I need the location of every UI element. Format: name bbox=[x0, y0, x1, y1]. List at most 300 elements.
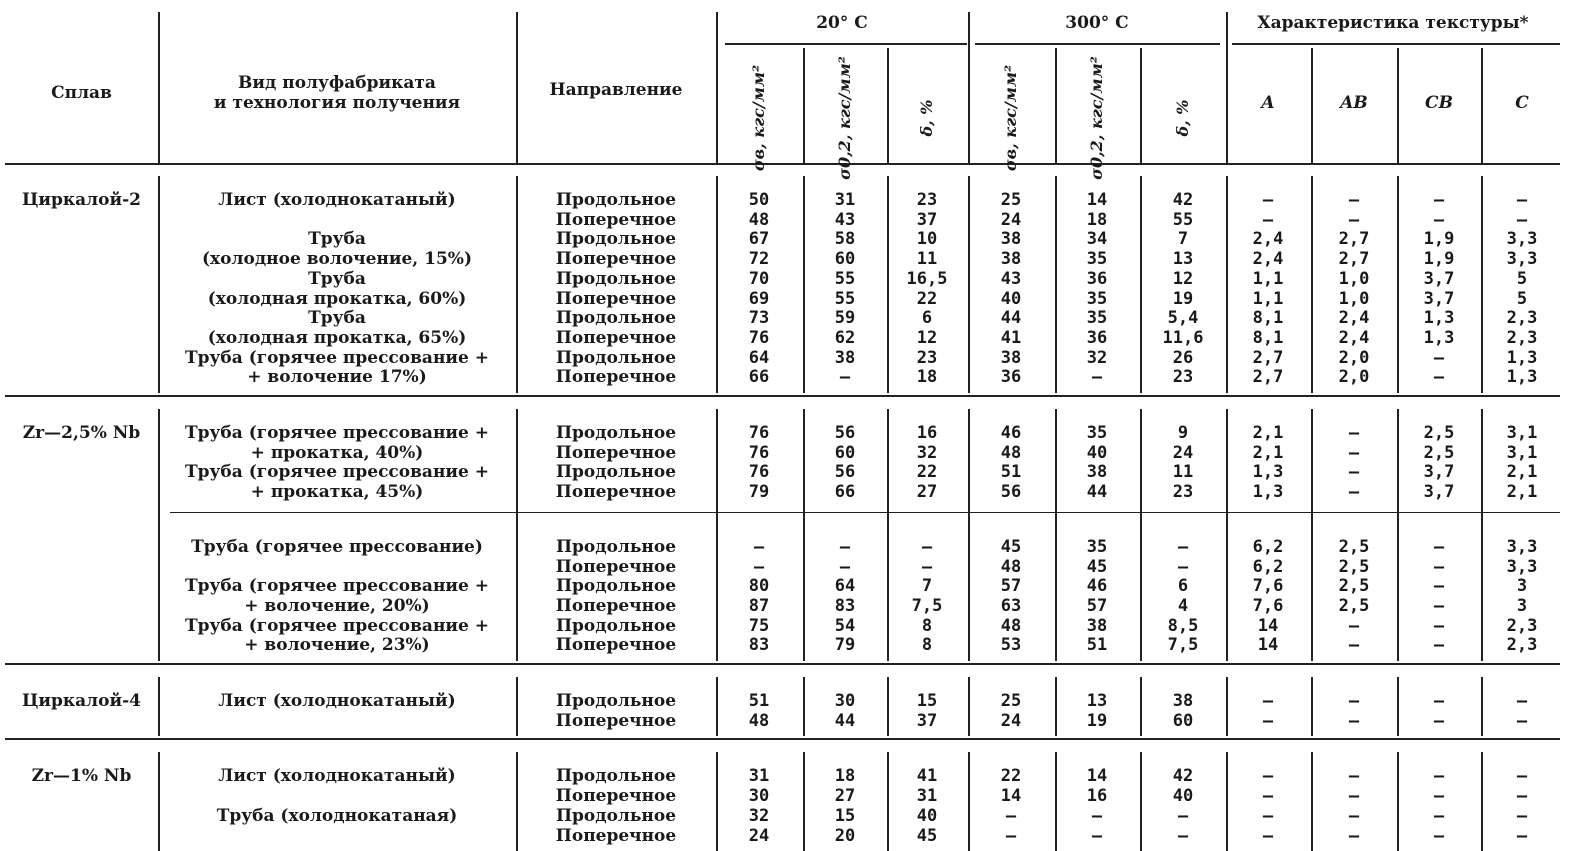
value-cell: — bbox=[1433, 367, 1445, 388]
value-cell: 2,4 bbox=[1252, 229, 1284, 250]
body-vrule bbox=[803, 176, 805, 393]
value-cell: 48 bbox=[1000, 442, 1022, 463]
texture-underline bbox=[1232, 43, 1560, 45]
body-vrule bbox=[1055, 176, 1057, 393]
value-cell: 59 bbox=[834, 308, 856, 329]
value-cell: 64 bbox=[834, 576, 856, 597]
body-vrule bbox=[1140, 752, 1142, 851]
body-vrule bbox=[158, 176, 160, 393]
value-cell: 63 bbox=[1000, 595, 1022, 616]
value-cell: 48 bbox=[1000, 556, 1022, 577]
value-cell: — bbox=[1516, 691, 1528, 711]
value-cell: 35 bbox=[1086, 536, 1108, 557]
value-cell: — bbox=[1433, 190, 1445, 210]
body-vrule bbox=[1481, 176, 1483, 393]
value-cell: 30 bbox=[748, 786, 770, 807]
header-vrule bbox=[716, 12, 718, 165]
value-cell: 38 bbox=[1172, 691, 1194, 711]
body-vrule bbox=[1311, 752, 1313, 851]
value-cell: — bbox=[1433, 710, 1445, 731]
body-vrule bbox=[1397, 176, 1399, 393]
body-vrule bbox=[516, 409, 518, 661]
value-cell: 18 bbox=[1086, 209, 1108, 230]
value-cell: 45 bbox=[1086, 556, 1108, 577]
body-vrule bbox=[968, 677, 970, 736]
value-cell: 16 bbox=[916, 423, 938, 443]
value-cell: — bbox=[1262, 825, 1274, 846]
value-cell: — bbox=[1348, 482, 1360, 503]
body-vrule bbox=[516, 752, 518, 851]
value-cell: 19 bbox=[1086, 710, 1108, 731]
body-vrule bbox=[716, 409, 718, 661]
value-cell: — bbox=[1348, 786, 1360, 807]
body-vrule bbox=[968, 752, 970, 851]
body-vrule bbox=[1397, 677, 1399, 736]
value-cell: 22 bbox=[916, 288, 938, 309]
value-cell: 36 bbox=[1000, 367, 1022, 388]
value-cell: 2,0 bbox=[1338, 367, 1370, 388]
value-cell: 18 bbox=[916, 367, 938, 388]
value-cell: — bbox=[1262, 691, 1274, 711]
value-cell: 16,5 bbox=[906, 268, 948, 289]
value-cell: 31 bbox=[834, 190, 856, 210]
body-vrule bbox=[716, 176, 718, 393]
group-separator bbox=[5, 663, 1560, 665]
body-vrule bbox=[1055, 677, 1057, 736]
value-cell: 2,1 bbox=[1252, 423, 1284, 443]
direction-cell: Поперечное bbox=[555, 786, 677, 807]
value-cell: 14 bbox=[1086, 766, 1108, 787]
value-cell: 7,6 bbox=[1252, 576, 1284, 597]
value-cell: 7,5 bbox=[911, 595, 943, 616]
value-cell: 8,5 bbox=[1167, 615, 1199, 636]
value-cell: 3,1 bbox=[1506, 423, 1538, 443]
value-cell: — bbox=[1262, 786, 1274, 807]
product-line: Лист (холоднокатаный) bbox=[218, 766, 456, 787]
value-cell: 34 bbox=[1086, 229, 1108, 250]
value-cell: — bbox=[1177, 536, 1189, 557]
value-cell: — bbox=[1433, 691, 1445, 711]
value-cell: 38 bbox=[1000, 229, 1022, 250]
value-cell: 8 bbox=[921, 635, 933, 656]
body-vrule bbox=[887, 752, 889, 851]
header-subrule bbox=[803, 48, 805, 163]
t20-subheader-0: σв, кгс/мм² bbox=[749, 64, 768, 172]
value-cell: 38 bbox=[834, 347, 856, 368]
value-cell: 20 bbox=[834, 825, 856, 846]
value-cell: 69 bbox=[748, 288, 770, 309]
value-cell: 43 bbox=[1000, 268, 1022, 289]
body-vrule bbox=[1226, 677, 1228, 736]
body-vrule bbox=[1140, 409, 1142, 661]
value-cell: — bbox=[839, 556, 851, 577]
body-vrule bbox=[1397, 409, 1399, 661]
value-cell: 35 bbox=[1086, 423, 1108, 443]
value-cell: 24 bbox=[748, 825, 770, 846]
value-cell: 7,6 bbox=[1252, 595, 1284, 616]
direction-header: Направление bbox=[549, 80, 683, 100]
value-cell: 64 bbox=[748, 347, 770, 368]
value-cell: 50 bbox=[748, 190, 770, 210]
product-line: Труба (холоднокатаная) bbox=[216, 805, 458, 826]
direction-cell: Продольное bbox=[555, 462, 677, 483]
value-cell: 42 bbox=[1172, 190, 1194, 210]
value-cell: 30 bbox=[834, 691, 856, 711]
value-cell: 51 bbox=[1086, 635, 1108, 656]
value-cell: 11 bbox=[1172, 462, 1194, 483]
value-cell: — bbox=[1348, 710, 1360, 731]
product-line: Труба (горячее прессование + bbox=[185, 423, 489, 443]
value-cell: 40 bbox=[916, 805, 938, 826]
value-cell: — bbox=[1348, 825, 1360, 846]
value-cell: 2,4 bbox=[1338, 327, 1370, 348]
direction-cell: Поперечное bbox=[555, 825, 677, 846]
value-cell: — bbox=[1433, 209, 1445, 230]
value-cell: 44 bbox=[1000, 308, 1022, 329]
product-line: (холодная прокатка, 60%) bbox=[207, 288, 467, 309]
value-cell: 23 bbox=[1172, 482, 1194, 503]
body-vrule bbox=[968, 176, 970, 393]
alloy-name: Циркалой-2 bbox=[21, 190, 142, 210]
direction-cell: Поперечное bbox=[555, 595, 677, 616]
value-cell: 8,1 bbox=[1252, 327, 1284, 348]
product-line: Труба bbox=[308, 268, 366, 289]
value-cell: — bbox=[1348, 805, 1360, 826]
value-cell: 55 bbox=[834, 268, 856, 289]
value-cell: 3,7 bbox=[1423, 288, 1455, 309]
value-cell: 24 bbox=[1000, 710, 1022, 731]
value-cell: — bbox=[1091, 825, 1103, 846]
value-cell: — bbox=[1091, 805, 1103, 826]
value-cell: 31 bbox=[748, 766, 770, 787]
body-vrule bbox=[716, 752, 718, 851]
value-cell: 2,3 bbox=[1506, 635, 1538, 656]
value-cell: 3,3 bbox=[1506, 249, 1538, 270]
value-cell: 2,7 bbox=[1252, 367, 1284, 388]
value-cell: 22 bbox=[916, 462, 938, 483]
value-cell: — bbox=[1433, 805, 1445, 826]
value-cell: 15 bbox=[834, 805, 856, 826]
body-vrule bbox=[1481, 677, 1483, 736]
value-cell: 83 bbox=[834, 595, 856, 616]
body-vrule bbox=[516, 677, 518, 736]
value-cell: 79 bbox=[834, 635, 856, 656]
value-cell: — bbox=[1433, 576, 1445, 597]
direction-cell: Продольное bbox=[555, 576, 677, 597]
value-cell: — bbox=[1516, 209, 1528, 230]
value-cell: 76 bbox=[748, 442, 770, 463]
alloy-name: Циркалой-4 bbox=[21, 691, 142, 711]
value-cell: — bbox=[1348, 691, 1360, 711]
value-cell: 32 bbox=[1086, 347, 1108, 368]
alloy-header: Сплав bbox=[51, 83, 112, 103]
value-cell: 2,1 bbox=[1252, 442, 1284, 463]
value-cell: — bbox=[1433, 347, 1445, 368]
value-cell: 6,2 bbox=[1252, 556, 1284, 577]
value-cell: 6 bbox=[921, 308, 933, 329]
value-cell: 45 bbox=[916, 825, 938, 846]
body-vrule bbox=[1481, 752, 1483, 851]
value-cell: — bbox=[1262, 190, 1274, 210]
t20-subheader-1: σ0,2, кгс/мм² bbox=[835, 56, 854, 180]
texture-col-A: A bbox=[1261, 93, 1275, 113]
value-cell: 2,7 bbox=[1338, 229, 1370, 250]
value-cell: — bbox=[1433, 786, 1445, 807]
product-line: Труба (горячее прессование + bbox=[185, 576, 489, 597]
value-cell: 51 bbox=[1000, 462, 1022, 483]
value-cell: 2,5 bbox=[1338, 576, 1370, 597]
t300-underline bbox=[975, 43, 1220, 45]
value-cell: — bbox=[1433, 825, 1445, 846]
body-vrule bbox=[1311, 409, 1313, 661]
value-cell: 83 bbox=[748, 635, 770, 656]
direction-cell: Продольное bbox=[555, 190, 677, 210]
value-cell: — bbox=[1005, 805, 1017, 826]
body-vrule bbox=[803, 677, 805, 736]
value-cell: 2,3 bbox=[1506, 615, 1538, 636]
value-cell: — bbox=[753, 556, 765, 577]
value-cell: 3,3 bbox=[1506, 556, 1538, 577]
header-subrule bbox=[1055, 48, 1057, 163]
value-cell: 23 bbox=[916, 190, 938, 210]
product-line: + волочение, 20%) bbox=[244, 595, 430, 616]
direction-cell: Продольное bbox=[555, 805, 677, 826]
value-cell: 57 bbox=[1086, 595, 1108, 616]
value-cell: 48 bbox=[748, 710, 770, 731]
header-bottom-rule bbox=[5, 163, 1560, 165]
value-cell: 8 bbox=[921, 615, 933, 636]
direction-cell: Продольное bbox=[555, 615, 677, 636]
value-cell: — bbox=[1348, 209, 1360, 230]
value-cell: 45 bbox=[1000, 536, 1022, 557]
value-cell: 5 bbox=[1516, 288, 1528, 309]
group-separator bbox=[5, 395, 1560, 397]
value-cell: 55 bbox=[834, 288, 856, 309]
product-header: Вид полуфабриката и технология получения bbox=[213, 73, 461, 113]
product-line: + волочение 17%) bbox=[247, 367, 427, 388]
value-cell: 38 bbox=[1086, 615, 1108, 636]
value-cell: — bbox=[1348, 190, 1360, 210]
product-line: Труба bbox=[308, 308, 366, 329]
t20-subheader-2: δ, % bbox=[917, 99, 936, 137]
value-cell: — bbox=[1348, 423, 1360, 443]
alloy-name: Zr—1% Nb bbox=[31, 766, 132, 787]
value-cell: 43 bbox=[834, 209, 856, 230]
body-vrule bbox=[1311, 677, 1313, 736]
body-vrule bbox=[158, 677, 160, 736]
product-line: Труба (горячее прессование + bbox=[185, 462, 489, 483]
value-cell: 80 bbox=[748, 576, 770, 597]
value-cell: — bbox=[1433, 766, 1445, 787]
value-cell: 75 bbox=[748, 615, 770, 636]
value-cell: — bbox=[1348, 442, 1360, 463]
value-cell: — bbox=[921, 536, 933, 557]
value-cell: — bbox=[1177, 805, 1189, 826]
value-cell: — bbox=[1516, 190, 1528, 210]
value-cell: 15 bbox=[916, 691, 938, 711]
value-cell: 1,3 bbox=[1423, 308, 1455, 329]
value-cell: 2,3 bbox=[1506, 308, 1538, 329]
product-line: Лист (холоднокатаный) bbox=[218, 190, 456, 210]
value-cell: 44 bbox=[1086, 482, 1108, 503]
body-vrule bbox=[1226, 176, 1228, 393]
t300-header: 300° С bbox=[1065, 13, 1129, 33]
value-cell: 2,1 bbox=[1506, 462, 1538, 483]
value-cell: 2,4 bbox=[1338, 308, 1370, 329]
value-cell: 38 bbox=[1086, 462, 1108, 483]
value-cell: 3,3 bbox=[1506, 536, 1538, 557]
value-cell: 3 bbox=[1516, 595, 1528, 616]
value-cell: 36 bbox=[1086, 327, 1108, 348]
value-cell: 42 bbox=[1172, 766, 1194, 787]
value-cell: 79 bbox=[748, 482, 770, 503]
value-cell: — bbox=[1433, 615, 1445, 636]
value-cell: — bbox=[1433, 536, 1445, 557]
value-cell: 19 bbox=[1172, 288, 1194, 309]
value-cell: 2,5 bbox=[1338, 556, 1370, 577]
value-cell: — bbox=[1262, 710, 1274, 731]
product-line: Труба (горячее прессование + bbox=[185, 347, 489, 368]
value-cell: 60 bbox=[834, 249, 856, 270]
value-cell: 41 bbox=[1000, 327, 1022, 348]
value-cell: 35 bbox=[1086, 249, 1108, 270]
value-cell: 27 bbox=[916, 482, 938, 503]
value-cell: 3 bbox=[1516, 576, 1528, 597]
value-cell: 1,3 bbox=[1252, 462, 1284, 483]
direction-cell: Поперечное bbox=[555, 209, 677, 230]
value-cell: 2,7 bbox=[1338, 249, 1370, 270]
value-cell: — bbox=[1516, 825, 1528, 846]
product-line: (холодное волочение, 15%) bbox=[202, 249, 472, 270]
value-cell: 3,3 bbox=[1506, 229, 1538, 250]
value-cell: — bbox=[921, 556, 933, 577]
value-cell: 56 bbox=[834, 462, 856, 483]
value-cell: — bbox=[1348, 635, 1360, 656]
product-line: Труба bbox=[308, 229, 366, 250]
header-subrule bbox=[1140, 48, 1142, 163]
value-cell: 2,5 bbox=[1423, 423, 1455, 443]
value-cell: 40 bbox=[1172, 786, 1194, 807]
value-cell: — bbox=[1262, 805, 1274, 826]
value-cell: 1,3 bbox=[1506, 367, 1538, 388]
texture-col-AB: AB bbox=[1340, 93, 1368, 113]
value-cell: 24 bbox=[1172, 442, 1194, 463]
value-cell: 16 bbox=[1086, 786, 1108, 807]
value-cell: 32 bbox=[916, 442, 938, 463]
body-vrule bbox=[1055, 752, 1057, 851]
product-line: Труба (горячее прессование) bbox=[191, 536, 483, 557]
header-subrule bbox=[887, 48, 889, 163]
value-cell: — bbox=[839, 536, 851, 557]
body-vrule bbox=[516, 176, 518, 393]
block-separator bbox=[170, 512, 1560, 514]
value-cell: 53 bbox=[1000, 635, 1022, 656]
value-cell: 14 bbox=[1086, 190, 1108, 210]
value-cell: — bbox=[839, 367, 851, 388]
value-cell: 26 bbox=[1172, 347, 1194, 368]
value-cell: 1,3 bbox=[1506, 347, 1538, 368]
value-cell: 56 bbox=[834, 423, 856, 443]
value-cell: 2,5 bbox=[1338, 595, 1370, 616]
direction-cell: Поперечное bbox=[555, 482, 677, 503]
value-cell: 7 bbox=[921, 576, 933, 597]
value-cell: 6 bbox=[1177, 576, 1189, 597]
direction-cell: Поперечное bbox=[555, 442, 677, 463]
value-cell: 66 bbox=[834, 482, 856, 503]
value-cell: — bbox=[1433, 635, 1445, 656]
value-cell: 62 bbox=[834, 327, 856, 348]
direction-cell: Продольное bbox=[555, 268, 677, 289]
value-cell: 1,9 bbox=[1423, 229, 1455, 250]
value-cell: 3,7 bbox=[1423, 462, 1455, 483]
value-cell: 3,7 bbox=[1423, 482, 1455, 503]
direction-cell: Поперечное bbox=[555, 367, 677, 388]
value-cell: 27 bbox=[834, 786, 856, 807]
value-cell: 14 bbox=[1257, 635, 1279, 656]
body-vrule bbox=[1397, 752, 1399, 851]
header-subrule bbox=[1311, 48, 1313, 163]
value-cell: — bbox=[1433, 556, 1445, 577]
body-vrule bbox=[158, 409, 160, 661]
value-cell: 73 bbox=[748, 308, 770, 329]
value-cell: — bbox=[1516, 710, 1528, 731]
value-cell: 1,1 bbox=[1252, 288, 1284, 309]
value-cell: 1,0 bbox=[1338, 288, 1370, 309]
product-line: + прокатка, 40%) bbox=[250, 442, 424, 463]
value-cell: 2,5 bbox=[1338, 536, 1370, 557]
value-cell: 7 bbox=[1177, 229, 1189, 250]
value-cell: 25 bbox=[1000, 691, 1022, 711]
group-separator bbox=[5, 738, 1560, 740]
value-cell: 55 bbox=[1172, 209, 1194, 230]
value-cell: — bbox=[1516, 786, 1528, 807]
value-cell: 1,3 bbox=[1252, 482, 1284, 503]
value-cell: 12 bbox=[1172, 268, 1194, 289]
direction-cell: Поперечное bbox=[555, 710, 677, 731]
value-cell: — bbox=[1433, 595, 1445, 616]
direction-cell: Продольное bbox=[555, 766, 677, 787]
value-cell: 44 bbox=[834, 710, 856, 731]
value-cell: 56 bbox=[1000, 482, 1022, 503]
value-cell: 57 bbox=[1000, 576, 1022, 597]
product-line: + прокатка, 45%) bbox=[250, 482, 424, 503]
value-cell: — bbox=[1091, 367, 1103, 388]
value-cell: 1,0 bbox=[1338, 268, 1370, 289]
value-cell: 25 bbox=[1000, 190, 1022, 210]
value-cell: 24 bbox=[1000, 209, 1022, 230]
value-cell: — bbox=[1262, 209, 1274, 230]
value-cell: 48 bbox=[748, 209, 770, 230]
value-cell: 51 bbox=[748, 691, 770, 711]
value-cell: 38 bbox=[1000, 347, 1022, 368]
product-line: (холодная прокатка, 65%) bbox=[207, 327, 467, 348]
texture-col-CB: CB bbox=[1425, 93, 1453, 113]
direction-cell: Поперечное bbox=[555, 556, 677, 577]
body-vrule bbox=[803, 409, 805, 661]
value-cell: 2,5 bbox=[1423, 442, 1455, 463]
body-vrule bbox=[1055, 409, 1057, 661]
header-vrule bbox=[1226, 12, 1228, 165]
value-cell: 2,3 bbox=[1506, 327, 1538, 348]
body-vrule bbox=[803, 752, 805, 851]
value-cell: 10 bbox=[916, 229, 938, 250]
direction-cell: Продольное bbox=[555, 423, 677, 443]
value-cell: 32 bbox=[748, 805, 770, 826]
t20-header: 20° С bbox=[816, 13, 868, 33]
value-cell: 23 bbox=[916, 347, 938, 368]
direction-cell: Поперечное bbox=[555, 249, 677, 270]
value-cell: 5,4 bbox=[1167, 308, 1199, 329]
